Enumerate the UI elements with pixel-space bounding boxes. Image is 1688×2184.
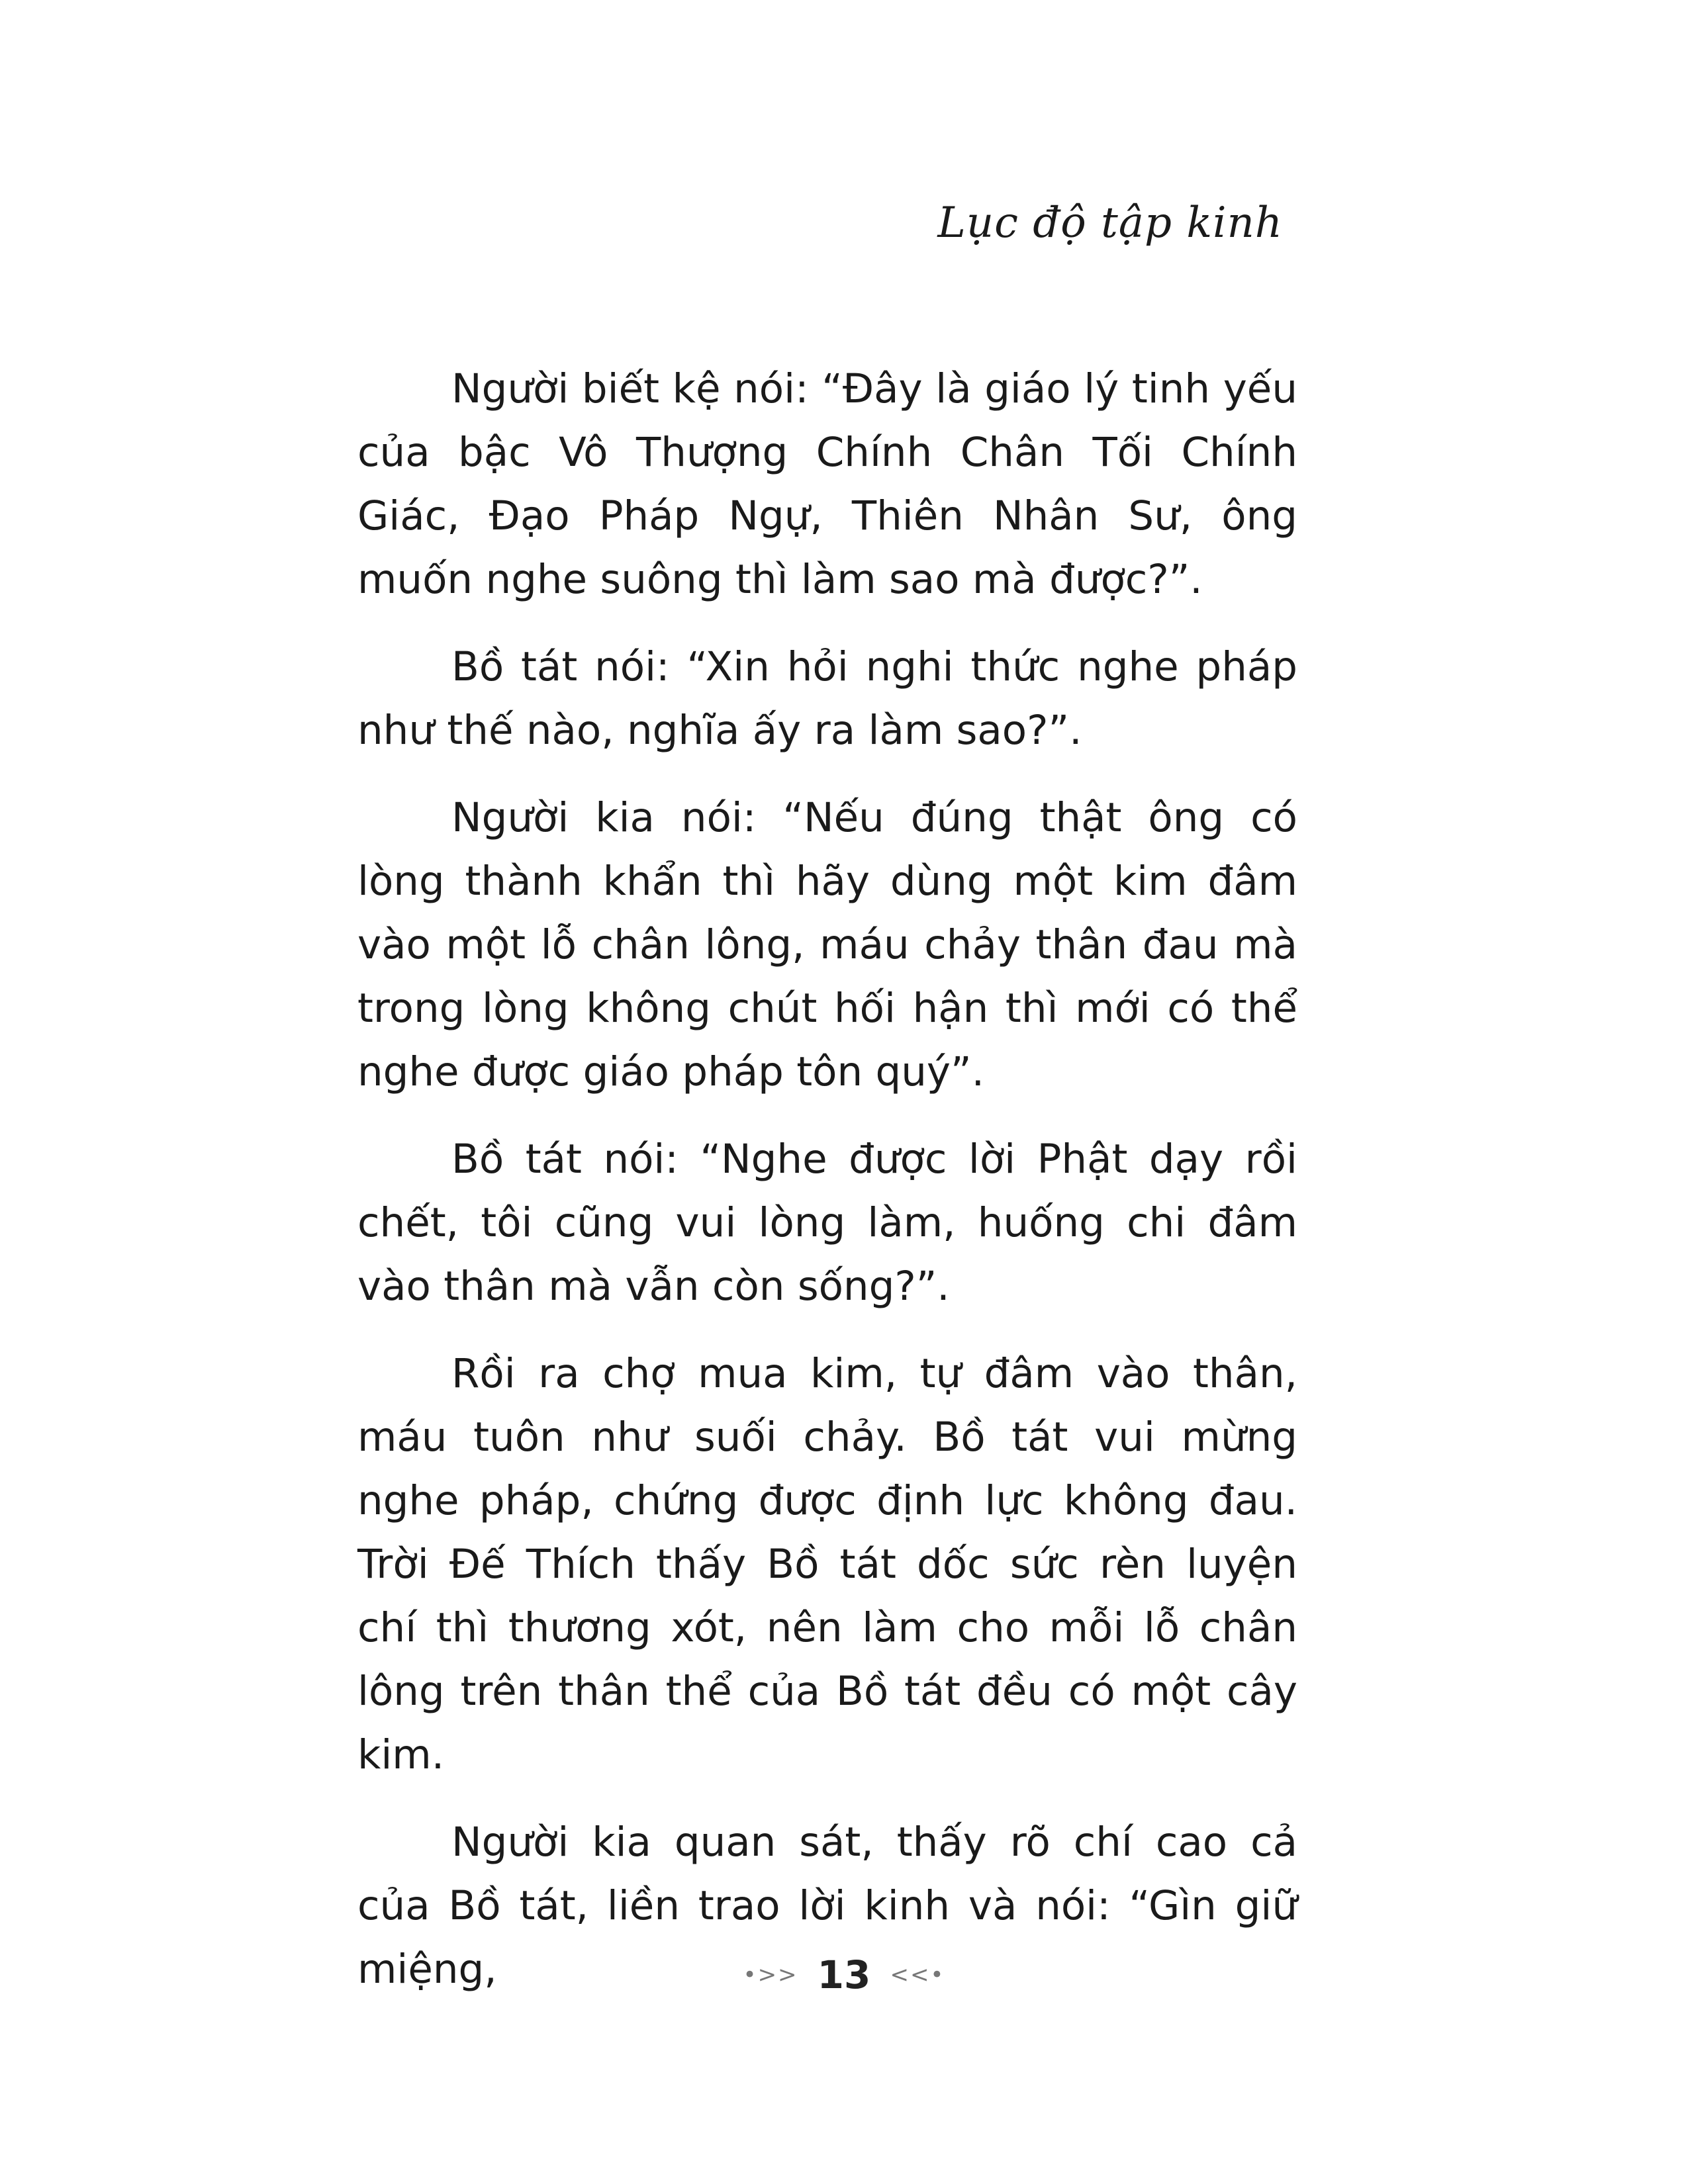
paragraph-1: Người biết kệ nói: “Đây là giáo lý tinh yếu của bậc Vô Thượng Chính Chân Tối Chính Giác, Đạo Pháp Ngự, Thiên Nhân Sư, ông muốn nghe suông thì làm sao mà được?”. — [357, 365, 1297, 603]
page-footer — [0, 1952, 1688, 1997]
folio-right-ornament: <<• — [890, 1962, 945, 1988]
folio-left-ornament: •>> — [743, 1962, 798, 1988]
paragraph-5: Rồi ra chợ mua kim, tự đâm vào thân, máu tuôn như suối chảy. Bồ tát vui mừng nghe pháp, chứng được định lực không đau. Trời Đế Thích thấy Bồ tát dốc sức rèn luyện chí thì thương xót, nên làm cho mỗi lỗ chân lông trên thân thể của Bồ tát đều có một cây kim. — [357, 1350, 1297, 1778]
running-header-title: Lục độ tập kinh — [937, 199, 1283, 248]
paragraph-4: Bồ tát nói: “Nghe được lời Phật dạy rồi chết, tôi cũng vui lòng làm, huống chi đâm vào thân mà vẫn còn sống?”. — [357, 1136, 1297, 1310]
body-text — [357, 357, 1297, 2025]
paragraph-3: Người kia nói: “Nếu đúng thật ông có lòng thành khẩn thì hãy dùng một kim đâm vào một lỗ chân lông, máu chảy thân đau mà trong lòng không chút hối hận thì mới có thể nghe được giáo pháp tôn quý”. — [357, 794, 1297, 1095]
page-number: 13 — [817, 1952, 871, 1997]
paragraph-6: Người kia quan sát, thấy rõ chí cao cả của Bồ tát, liền trao lời kinh và nói: “Gìn giữ miệng, — [357, 1819, 1297, 1993]
paragraph-2: Bồ tát nói: “Xin hỏi nghi thức nghe pháp như thế nào, nghĩa ấy ra làm sao?”. — [357, 643, 1297, 754]
